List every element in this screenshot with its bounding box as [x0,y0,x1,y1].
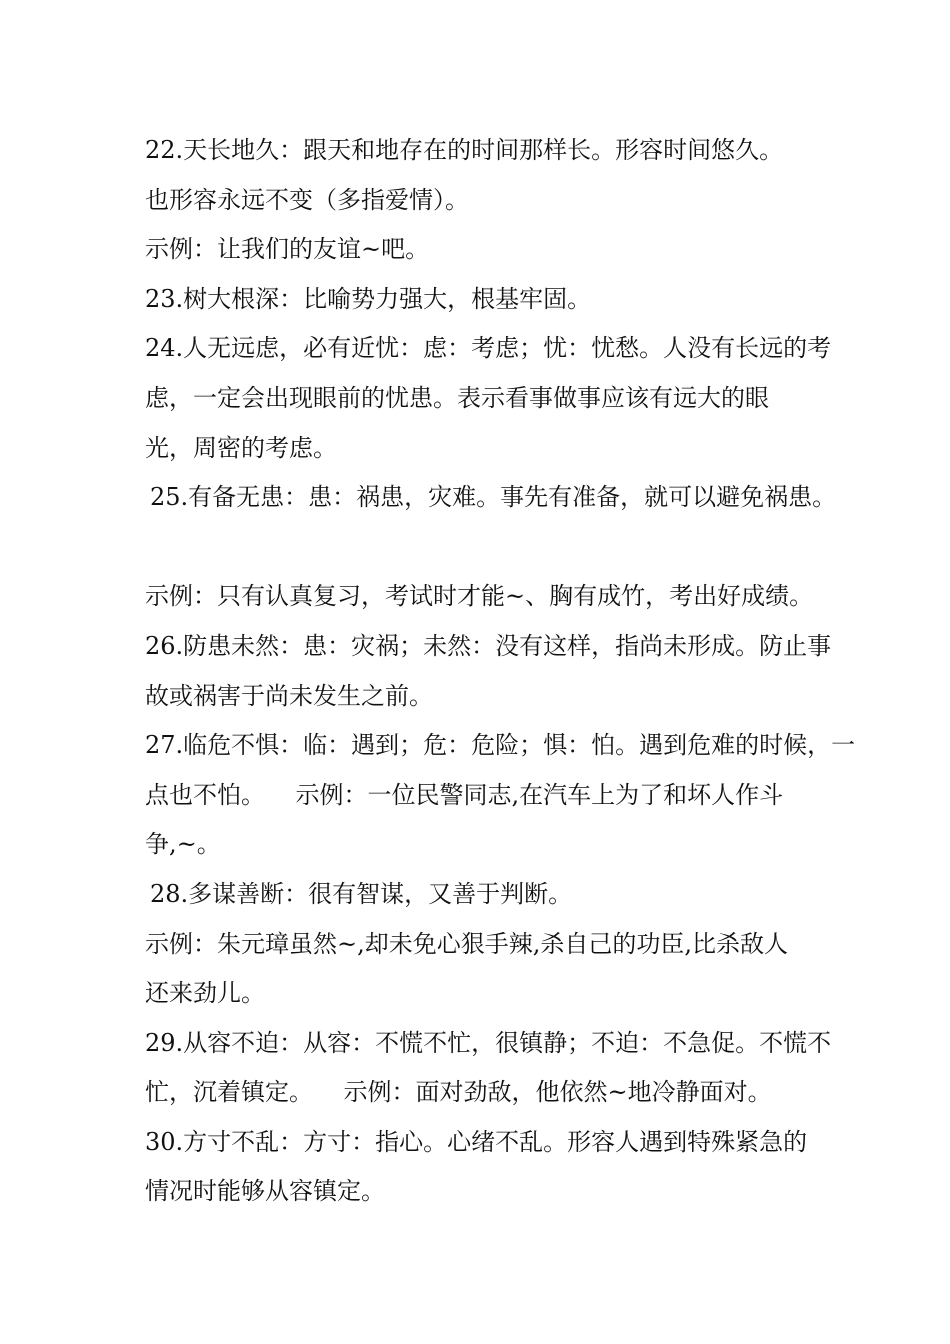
text-line: 还来劲儿。 [145,979,265,1008]
text-line: 示例：让我们的友谊~吧。 [145,235,430,264]
text-line: 示例：朱元璋虽然~,却未免心狠手辣,杀自己的功臣,比杀敌人 [145,929,788,958]
text-line: 28.多谋善断：很有智谋，又善于判断。 [150,879,573,908]
text-line: 光，周密的考虑。 [145,433,337,462]
text-line: 24.人无远虑，必有近忧：虑：考虑；忧：忧愁。人没有长远的考 [145,334,832,363]
text-line: 情况时能够从容镇定。 [145,1177,385,1206]
text-line: 争,~。 [145,830,221,859]
text-line: 故或祸害于尚未发生之前。 [145,681,433,710]
text-line: 26.防患未然：患：灾祸；未然：没有这样，指尚未形成。防止事 [145,631,832,660]
text-line: 虑，一定会出现眼前的忧患。表示看事做事应该有远大的眼 [145,383,769,412]
text-line: 30.方寸不乱：方寸：指心。心绪不乱。形容人遇到特殊紧急的 [145,1127,808,1156]
text-line: 忙，沉着镇定。 示例：面对劲敌，他依然~地冷静面对。 [145,1078,772,1107]
text-line: 也形容永远不变（多指爱情）。 [145,185,469,214]
document-body [145,126,856,1217]
text-line: 25.有备无患：患：祸患，灾难。事先有准备，就可以避免祸患。 [150,483,837,512]
text-line: 22.天长地久：跟天和地存在的时间那样长。形容时间悠久。 [145,136,784,164]
text-line: 23.树大根深：比喻势力强大，根基牢固。 [145,284,592,313]
text-line: 示例：只有认真复习，考试时才能~、胸有成竹，考出好成绩。 [145,582,814,611]
text-line: 29.从容不迫：从容：不慌不忙，很镇静；不迫：不急促。不慌不 [145,1028,832,1057]
text-line: 点也不怕。 示例：一位民警同志,在汽车上为了和坏人作斗 [145,780,784,809]
blank-line [145,523,825,573]
text-line: 27.临危不惧：临：遇到；危：危险；惧：怕。遇到危难的时候，一 [145,731,856,760]
